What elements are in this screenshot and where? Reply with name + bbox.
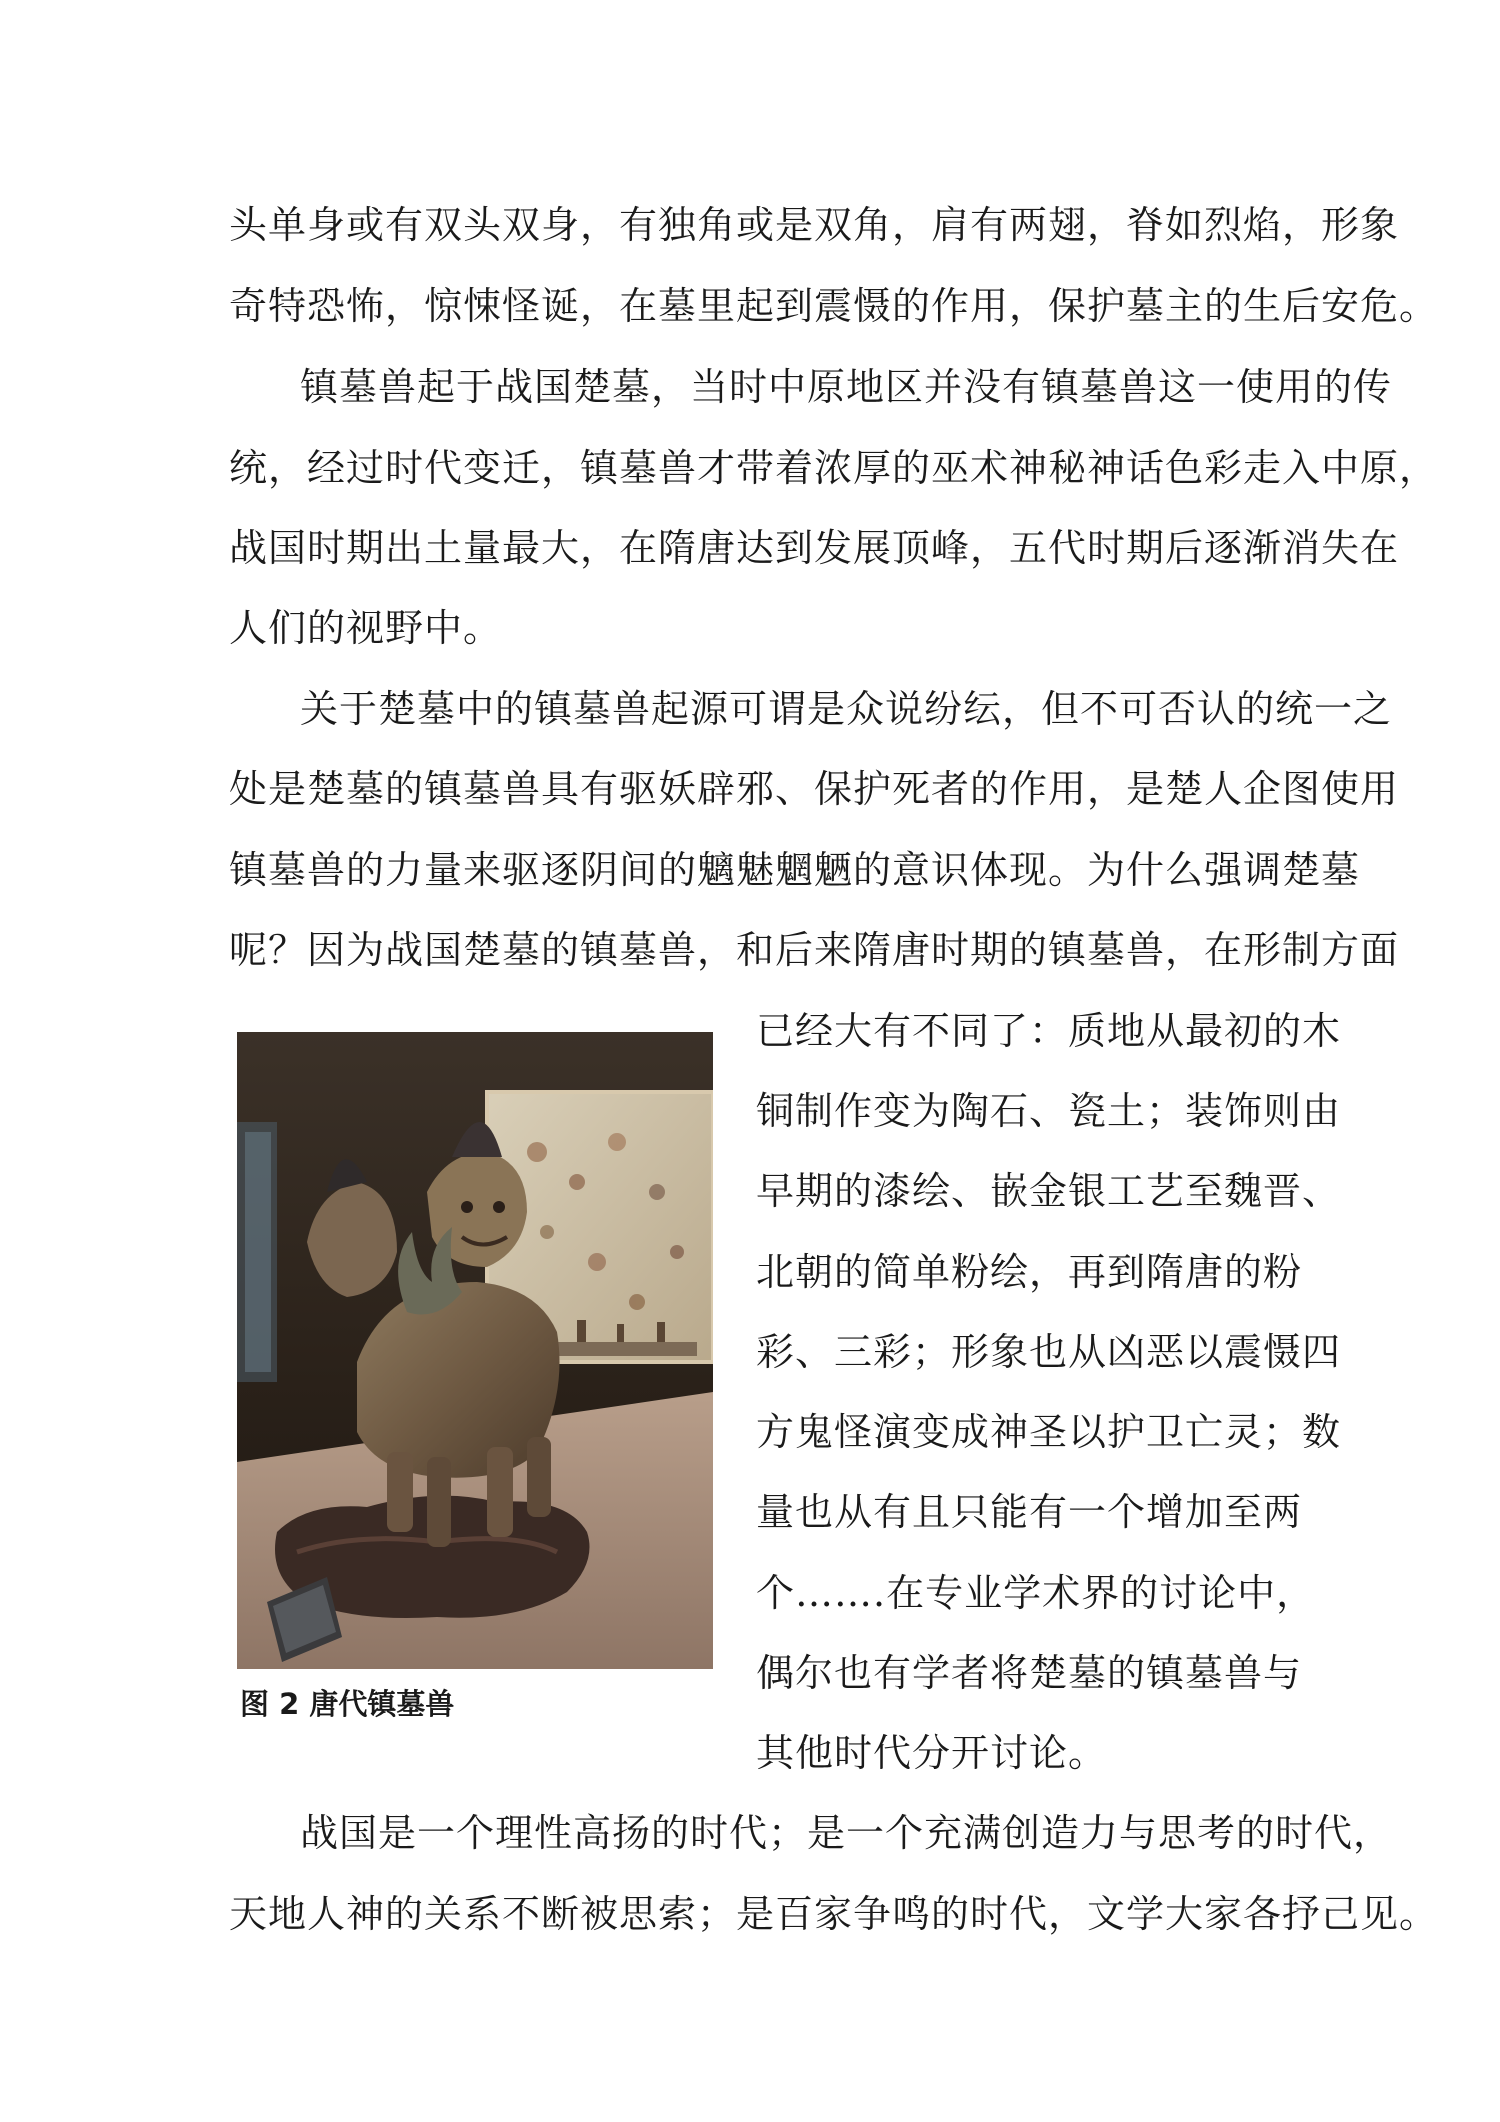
paragraph-line: 呢？因为战国楚墓的镇墓兽，和后来隋唐时期的镇墓兽，在形制方面 xyxy=(229,928,1400,972)
paragraph-line: 量也从有且只能有一个增加至两 xyxy=(756,1490,1303,1534)
tomb-guardian-illustration xyxy=(237,1032,713,1669)
paragraph-line: 战国时期出土量最大，在隋唐达到发展顶峰，五代时期后逐渐消失在 xyxy=(229,526,1400,570)
paragraph-line: 铜制作变为陶石、瓷土；装饰则由 xyxy=(756,1089,1342,1133)
paragraph-line: 偶尔也有学者将楚墓的镇墓兽与 xyxy=(756,1651,1303,1695)
paragraph-line: 其他时代分开讨论。 xyxy=(756,1731,1108,1775)
paragraph-line: 镇墓兽起于战国楚墓，当时中原地区并没有镇墓兽这一使用的传 xyxy=(300,365,1393,409)
paragraph-line: 奇特恐怖，惊悚怪诞，在墓里起到震慑的作用，保护墓主的生后安危。 xyxy=(229,284,1439,328)
paragraph-line: 早期的漆绘、嵌金银工艺至魏晋、 xyxy=(756,1169,1342,1213)
paragraph-line: 关于楚墓中的镇墓兽起源可谓是众说纷纭，但不可否认的统一之 xyxy=(300,687,1393,731)
paragraph-line: 处是楚墓的镇墓兽具有驱妖辟邪、保护死者的作用，是楚人企图使用 xyxy=(229,767,1400,811)
paragraph-line: 统，经过时代变迁，镇墓兽才带着浓厚的巫术神秘神话色彩走入中原， xyxy=(229,446,1439,490)
tomb-guardian-photo xyxy=(237,1032,713,1669)
paragraph-line: 方鬼怪演变成神圣以护卫亡灵；数 xyxy=(756,1410,1342,1454)
paragraph-line: 已经大有不同了：质地从最初的木 xyxy=(756,1009,1342,1053)
figure-caption: 图 2 唐代镇墓兽 xyxy=(240,1687,455,1721)
paragraph-line: 战国是一个理性高扬的时代；是一个充满创造力与思考的时代， xyxy=(300,1811,1393,1855)
paragraph-line: 天地人神的关系不断被思索；是百家争鸣的时代，文学大家各抒己见。 xyxy=(229,1892,1439,1936)
paragraph-line: 人们的视野中。 xyxy=(229,606,503,650)
paragraph-line: 彩、三彩；形象也从凶恶以震慑四 xyxy=(756,1330,1342,1374)
paragraph-line: 个…….在专业学术界的讨论中， xyxy=(756,1571,1316,1615)
paragraph-line: 镇墓兽的力量来驱逐阴间的魑魅魍魉的意识体现。为什么强调楚墓 xyxy=(229,848,1361,892)
paragraph-line: 头单身或有双头双身，有独角或是双角，肩有两翅，脊如烈焰，形象 xyxy=(229,203,1400,247)
paragraph-line: 北朝的简单粉绘，再到隋唐的粉 xyxy=(756,1250,1303,1294)
